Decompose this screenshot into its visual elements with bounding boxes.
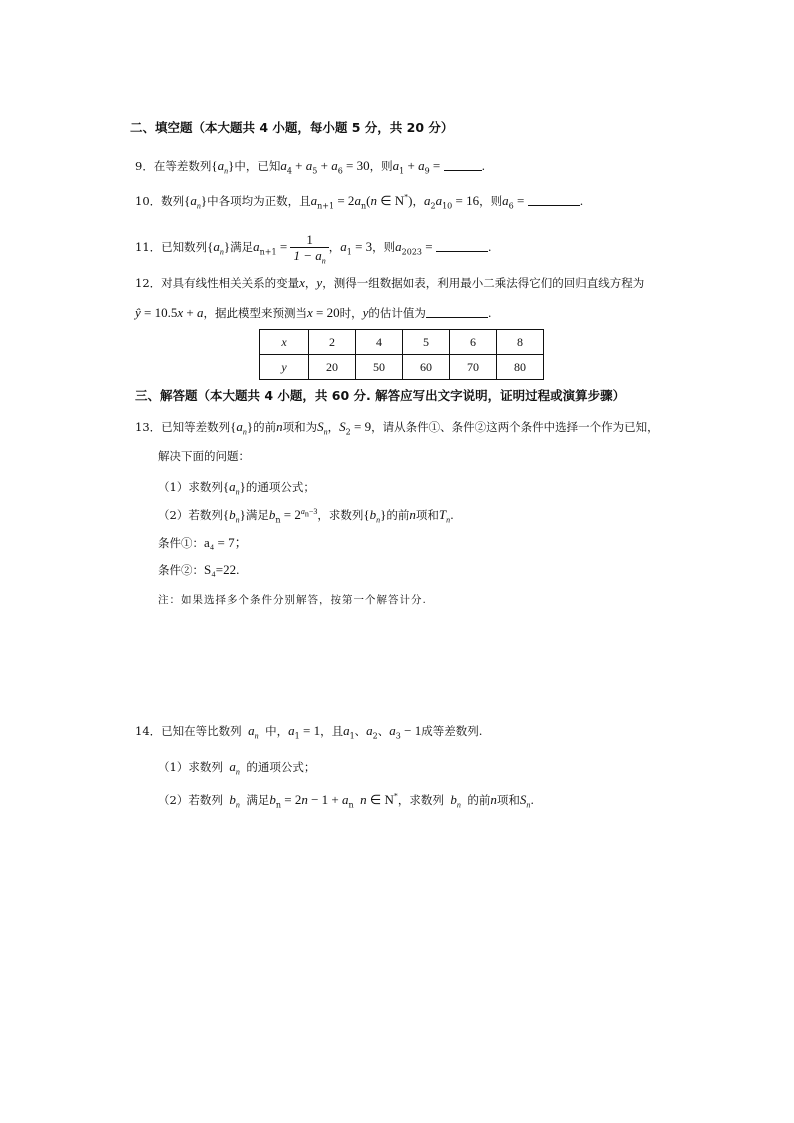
q13-line2: 解决下面的问题： xyxy=(158,449,250,463)
q12-answer-blank xyxy=(426,306,488,318)
q14-part2-text6: . xyxy=(530,793,535,807)
q13-part2-text4: 的前 xyxy=(386,508,410,522)
q10-text: 数列 xyxy=(161,194,185,208)
q13-text4: ， xyxy=(327,420,340,434)
question-13-line1: 13．已知等差数列$\{a_n\}$的前n项和为$S_n$，$S_2 = 9$，请从条件①、条件②这两个条件中选择一个作为已知， xyxy=(135,419,659,437)
table-cell: 2 xyxy=(309,330,356,355)
q13-part1-text: （1）求数列 xyxy=(158,480,223,494)
table-cell: 5 xyxy=(403,330,450,355)
q11-text2: 满足 xyxy=(230,240,254,254)
q13-condition-2 xyxy=(158,562,239,578)
table-cell: 8 xyxy=(497,330,544,355)
q14-text3: ，且 xyxy=(320,724,344,738)
q12-text3: ，测得一组数据如表，利用最小二乘法得它们的回归直线方程为 xyxy=(322,276,645,290)
q14-text4: 成等差数列. xyxy=(421,724,483,738)
q9-period: . xyxy=(481,159,486,173)
table-row-x xyxy=(260,330,544,355)
question-11: 11．已知数列$\{a_n\}$满足$a_{n+1}$ = $\frac{1}{1 - a_n}$ ，$a_1 = 3$，则$a_{2023}$ = . xyxy=(135,232,492,266)
table-cell: 60 xyxy=(403,355,450,380)
q12-text2: ， xyxy=(304,276,317,290)
q12-text6: 的估计值为 xyxy=(368,306,426,320)
q13-part2-text2: 满足 xyxy=(245,508,269,522)
q13-condition1-label: 条件①： xyxy=(158,536,204,550)
q9-answer-blank xyxy=(444,159,482,171)
q11-number: 11． xyxy=(135,240,162,254)
q13-part2-text6: . xyxy=(450,508,454,522)
q13-part1-text2: 的通项公式； xyxy=(245,480,315,494)
q14-part2-text3: ，求数列 xyxy=(397,793,444,807)
question-12-line1: 12．对具有线性相关关系的变量x，y，测得一组数据如表，利用最小二乘法得它们的回归直线方程为 xyxy=(135,275,645,290)
q11-answer-blank xyxy=(436,240,488,252)
q10-text2: 中各项均为正数，且 xyxy=(207,194,311,208)
q10-number: 10． xyxy=(135,194,162,208)
q13-part-2: （2）若数列$\{b_n\}$满足$b_n = 2^{a_n-3}$，求数列$\{b_n\}$的前n项和$T_n$. xyxy=(158,506,454,525)
table-cell: 6 xyxy=(450,330,497,355)
q12-number: 12． xyxy=(135,276,162,290)
q14-part1-text: （1）求数列 xyxy=(158,760,223,774)
q13-part2-text3: ，求数列 xyxy=(317,508,364,522)
question-9: 9．在等差数列$\{a_n\}$中，已知$a_4 + a_5 + a_6 = 30$，则$a_1 + a_9$ = . xyxy=(135,158,486,176)
q11-text: 已知数列 xyxy=(161,240,208,254)
q13-condition2-label: 条件②： xyxy=(158,563,204,577)
q12-period: . xyxy=(487,306,492,320)
table-cell: 20 xyxy=(309,355,356,380)
q13-part2-text5: 项和 xyxy=(415,508,439,522)
table-cell: 70 xyxy=(450,355,497,380)
q14-part-2: （2）若数列 $b_n$ 满足$b_n = 2n - 1 + a_n$ n ∈ N*，求数列 $b_n$ 的前n项和$S_n$. xyxy=(158,791,535,810)
q13-note: 注：如果选择多个条件分别解答，按第一个解答计分. xyxy=(158,594,427,606)
q13-text2: 的前 xyxy=(253,420,277,434)
q13-text3: 项和为 xyxy=(282,420,318,434)
q11-fraction-numerator: 1 xyxy=(306,232,313,247)
q13-part-1: （1）求数列$\{a_n\}$的通项公式； xyxy=(158,479,315,497)
section-2-heading: 二、填空题（本大题共 4 小题，每小题 5 分，共 20 分） xyxy=(130,120,454,135)
q13-condition-1 xyxy=(158,535,248,551)
q13-text: 已知等差数列 xyxy=(161,420,231,434)
q9-text3: ，则 xyxy=(369,159,393,173)
q14-part-1: （1）求数列 $a_n$ 的通项公式； xyxy=(158,759,316,777)
table-cell: 4 xyxy=(356,330,403,355)
question-14-line1: 14．已知在等比数列 $a_n$ 中，$a_1 = 1$，且$a_1$、$a_2$、$a_3 - 1$成等差数列. xyxy=(135,723,483,741)
q14-part1-text2: 的通项公式； xyxy=(246,760,316,774)
table-cell: 80 xyxy=(497,355,544,380)
q12-data-table xyxy=(259,329,544,380)
table-row-label-y: y xyxy=(260,355,309,380)
table-cell: 50 xyxy=(356,355,403,380)
q14-part2-text4: 的前 xyxy=(467,793,491,807)
q13-condition2-value: S₄=22. xyxy=(204,562,240,577)
q10-period: . xyxy=(579,194,584,208)
section-3-heading: 三、解答题（本大题共 4 小题，共 60 分. 解答应写出文字说明，证明过程或演算步骤） xyxy=(135,388,626,403)
q10-text4: ，则 xyxy=(479,194,503,208)
q10-text3: ， xyxy=(412,194,424,208)
q12-text4: ，据此模型来预测当 xyxy=(203,306,307,320)
q14-number: 14． xyxy=(135,724,162,738)
q12-text5: 时， xyxy=(339,306,363,320)
q11-fraction: $\frac{1}{1 - a_n}$ xyxy=(290,233,328,263)
table-row-label-x: x xyxy=(260,330,309,355)
q11-text3: ， xyxy=(328,240,341,254)
q14-part2-text: （2）若数列 xyxy=(158,793,223,807)
q9-text2: 中，已知 xyxy=(234,159,281,173)
q14-part2-text5: 项和 xyxy=(496,793,520,807)
q12-text: 对具有线性相关关系的变量 xyxy=(161,276,300,290)
q11-text4: ，则 xyxy=(372,240,396,254)
q14-text: 已知在等比数列 xyxy=(161,724,242,738)
q13-number: 13． xyxy=(135,420,162,434)
q13-part2-text: （2）若数列 xyxy=(158,508,223,522)
q14-text2: 中， xyxy=(265,724,289,738)
q13-condition1-value: a₄ = 7； xyxy=(204,535,248,550)
q13-text5: ，请从条件①、条件②这两个条件中选择一个作为已知， xyxy=(371,420,659,434)
q14-part2-text2: 满足 xyxy=(246,793,270,807)
q9-number: 9． xyxy=(135,159,154,173)
q11-period: . xyxy=(487,240,492,254)
question-12-line2: ŷ = 10.5x + a，据此模型来预测当x = 20时，y的估计值为 . xyxy=(135,305,492,320)
table-row-y xyxy=(260,355,544,380)
q9-text: 在等差数列 xyxy=(153,159,212,173)
q10-answer-blank xyxy=(528,194,580,206)
question-10: 10．数列$\{a_n\}$中各项均为正数，且$a_{n+1} = 2a_n(n$ ∈ N*)，$a_2a_{10} = 16$，则$a_6$ = . xyxy=(135,192,584,211)
